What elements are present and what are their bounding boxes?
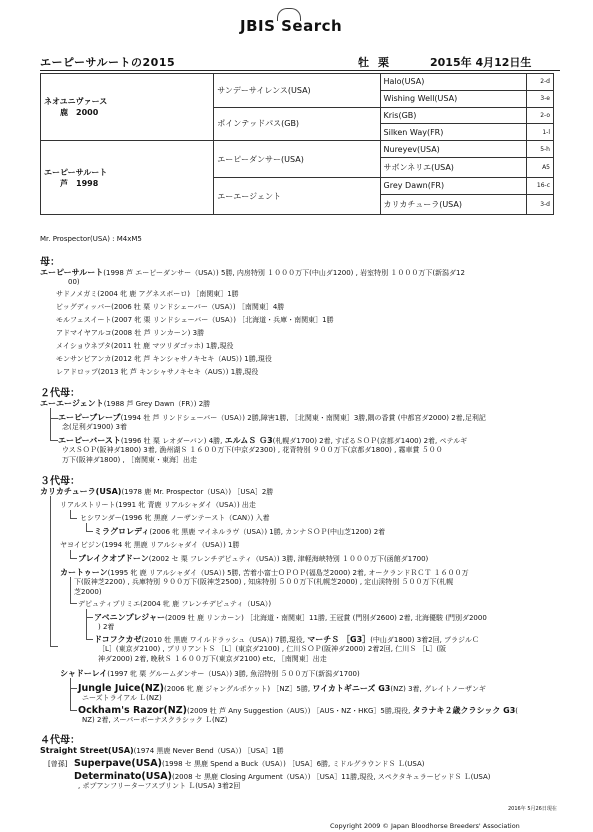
avenin-pleasure-detail: (2009 牡 鹿 リンカーン) ［北海道・南関東］11勝, 王冠賞 (門別ダ2600) 2着, 北海優駿 (門別ダ2000 — [165, 614, 487, 622]
jungle-juice-grade-race: ワイカトギニーズ G3 — [312, 684, 391, 693]
foal-1[interactable]: サドノメガミ(2004 牝 鹿 アグネスボーロ) ［南関東］1勝 — [56, 290, 239, 298]
tree-branch — [50, 496, 58, 647]
ap-burst-grade-race: エルムＳ Ｇ3 — [224, 436, 273, 445]
second-dam-detail: (1988 芦 Grey Dawn（FR）) 2勝 — [103, 400, 211, 408]
milagro-lady-name[interactable]: ミラグロレディ — [94, 527, 150, 536]
fourth-dam-detail: (1974 黒鹿 Never Bend（USA）) ［USA］1勝 — [133, 747, 284, 755]
pedigree-g8[interactable]: カリカチューラ(USA) — [380, 194, 527, 214]
horse-dob: 2015年 4月12日生 — [430, 56, 532, 69]
second-dam-name[interactable]: エーエージェント — [40, 399, 104, 408]
break-of-dawn-detail: (2002 セ 栗 フレンチデピュティ（USA）) 3勝, 津軽海峡特別 １０００万下(函館ダ1700) — [148, 555, 429, 563]
section-2nd-dam-title: ２代母： — [40, 388, 80, 399]
pedigree-g7[interactable]: Grey Dawn(FR) — [380, 178, 527, 195]
dokofuku-kaze-line — [94, 635, 479, 645]
family-g3: 2-o — [527, 107, 554, 124]
dam-entry-detail-2: 00) — [68, 278, 80, 286]
ap-brave-detail: (1994 牡 芦 リンドシェーバー（USA）) 2勝,障害1勝, ［北関東・南関東］3勝,隅の香賞 (中都宮ダ2000) 2着,足利記 — [120, 414, 486, 422]
ap-burst-detail-3: 万下(阪神ダ1800) , ［南関東・東海］出走 — [62, 456, 197, 464]
ap-burst-line — [58, 436, 467, 446]
cartoon-line — [60, 568, 469, 578]
determinato-detail-2: , ポプアンフリーターフスプリント Ｌ(USA) 3着2回 — [78, 782, 241, 790]
inbreeding-cross: Mr. Prospector(USA) : M4xM5 — [40, 235, 142, 243]
shadow-ray-line — [60, 669, 360, 679]
ap-brave-name[interactable]: エーピーブレーブ — [58, 413, 121, 422]
ockhams-razor-detail: (2009 牡 芦 Any Suggestion（AUS）) ［AUS・NZ・HKG］5勝,現役, — [186, 707, 413, 715]
as-of-date: 2016年 5月26日現在 — [508, 806, 557, 812]
dam-dam[interactable]: エーエージェント — [214, 178, 380, 215]
avenin-pleasure-name[interactable]: アベニンプレジャー — [94, 613, 165, 622]
pedigree-g6[interactable]: サボンネリエ(USA) — [380, 157, 527, 177]
family-g8: 3-d — [527, 194, 554, 214]
sire-sire[interactable]: サンデーサイレンス(USA) — [214, 74, 380, 108]
jungle-juice-name[interactable]: Jungle Juice(NZ) — [78, 683, 165, 694]
avenin-pleasure-detail-2: ) 2着 — [98, 623, 115, 631]
horse-sex: 牡 — [358, 56, 369, 69]
second-dam-line — [40, 399, 210, 409]
superpave-name[interactable]: Superpave(USA) — [74, 758, 162, 769]
horse-color: 栗 — [378, 56, 389, 69]
dam-cell[interactable] — [41, 141, 214, 215]
ockhams-razor-detail-2: NZ) 2着, スーパーボーナスクラシック Ｌ(NZ) — [82, 716, 228, 724]
milagro-lady-detail: (2006 牝 黒鹿 マイネルラヴ（USA）) 1勝, カンナＳＯＰ(中山芝1200) 2着 — [149, 528, 386, 536]
third-dam-line — [40, 487, 273, 497]
great-grandchild-label: [曾孫] — [48, 760, 68, 768]
family-g4: 1-l — [527, 124, 554, 141]
cartoon-detail-3: 芝2000) — [74, 588, 102, 596]
tree-branch — [70, 550, 77, 559]
jungle-juice-line — [78, 684, 486, 694]
dokofuku-kaze-detail: (2010 牡 黒鹿 ワイルドラッシュ（USA）) 7勝,現役, — [141, 636, 308, 644]
pedigree-g5[interactable]: Nureyev(USA) — [380, 141, 527, 158]
foal-4[interactable]: アドマイヤアルコ(2008 牡 芦 リンカーン) 3勝 — [56, 329, 205, 337]
ap-brave-detail-2: 念(足利ダ1900) 3着 — [62, 423, 127, 431]
superpave-detail: (1998 セ 黒鹿 Spend a Buck（USA）) ［USA］6勝, ミドルグラウンドＳ Ｌ(USA) — [161, 760, 425, 768]
superpave-line — [74, 759, 425, 769]
foal-7[interactable]: レアドロップ(2013 牝 芦 キンシャサノキセキ（AUS）) 1勝,現役 — [56, 368, 259, 376]
ockhams-razor-grade-race: タラナキ２歳クラシック G3 — [412, 706, 516, 715]
ockhams-razor-detail-b: ( — [515, 707, 519, 715]
section-3rd-dam-title: ３代母： — [40, 476, 80, 487]
dam-entry-detail: (1998 芦 エーピーダンサー（USA）) 5勝, 内房特別 １０００万下(中山ダ1200) , 岩室特別 １０００万下(新潟ダ12 — [103, 269, 465, 277]
tree-branch — [70, 577, 77, 604]
family-g7: 16-c — [527, 178, 554, 195]
third-dam-name[interactable]: カリカチューラ(USA) — [40, 487, 122, 496]
dam-name: エーピーサルート — [44, 167, 108, 177]
break-of-dawn-name[interactable]: ブレイクオブドーン — [78, 554, 149, 563]
horse-header — [40, 52, 560, 71]
foal-5[interactable]: メイショウネブタ(2011 牡 鹿 マツリダゴッホ) 1勝,現役 — [56, 342, 234, 350]
copyright: Copyright 2009 © Japan Bloodhorse Breeders' Association — [330, 822, 520, 830]
tree-branch — [86, 617, 93, 640]
dam-sire[interactable]: エーピーダンサー(USA) — [214, 141, 380, 178]
fourth-dam-line — [40, 746, 284, 756]
third-dam-detail: (1978 鹿 Mr. Prospector（USA）) ［USA］2勝 — [121, 488, 274, 496]
sire-name: ネオユニヴァース — [44, 97, 108, 107]
break-of-dawn-line — [78, 554, 428, 564]
family-g1: 2-d — [527, 74, 554, 91]
determinato-line — [74, 772, 491, 782]
cartoon-name[interactable]: カートゥーン — [60, 568, 108, 577]
sire-info: 鹿 2000 — [60, 108, 99, 118]
cartoon-detail: (1995 牝 鹿 リアルシャダイ（USA）) 5勝, 苦着小富士ＯＰＯＰ(福島芝2000) 2着, オークランドＲＣＴ １６００万 — [107, 569, 469, 577]
fourth-dam-name[interactable]: Straight Street(USA) — [40, 746, 134, 755]
ap-burst-name[interactable]: エーピーバースト — [58, 436, 121, 445]
foal-3[interactable]: モルフェスイート(2007 牝 栗 リンドシェーバー（USA）) ［北海道・兵庫・南関東］1勝 — [56, 316, 334, 324]
ap-burst-detail-2: ウスＳＯＰ(阪神ダ1800) 3着, 漁州湖Ｓ １６００万下(中京ダ2300) , 花背特別 ９００万下(京都ダ1800) , 霧車賞 ５００ — [62, 446, 443, 454]
tree-branch — [70, 688, 77, 711]
family-g2: 3-e — [527, 90, 554, 107]
ockhams-razor-name[interactable]: Ockham's Razor(NZ) — [78, 705, 187, 716]
ap-burst-detail: (1996 牡 栗 レオダーバン) 4勝, — [120, 437, 225, 445]
pedigree-table — [40, 73, 554, 215]
logo-text: JBIS Search — [240, 17, 343, 35]
family-g5: 5-h — [527, 141, 554, 158]
pedigree-g2[interactable]: Wishing Well(USA) — [380, 90, 527, 107]
horse-name: エーピーサルートの2015 — [40, 56, 176, 69]
pedigree-g3[interactable]: Kris(GB) — [380, 107, 527, 124]
foal-2[interactable]: ビッグディッパー(2006 牡 栗 リンドシェーバー（USA）) ［南関東］4勝 — [56, 303, 285, 311]
shadow-ray-name[interactable]: シャドーレイ — [60, 669, 108, 678]
dam-line — [40, 268, 465, 278]
determinato-name[interactable]: Determinato(USA) — [74, 771, 172, 782]
sire-cell[interactable] — [41, 74, 214, 141]
deputy-premier[interactable]: デピュティプリミエ(2004 牝 鹿 フレンチデピュティ（USA）) — [78, 600, 272, 608]
tree-branch — [70, 510, 77, 519]
shadow-ray-detail: (1997 牝 栗 グルームダンサー（USA）) 3勝, 魚沼特別 ５００万下(新潟ダ1700) — [107, 670, 360, 678]
jungle-juice-detail-b: (NZ) 3着, グレイトノーザンギ — [390, 685, 486, 693]
foal-6[interactable]: モンサンビアンカ(2012 牝 芦 キンシャサノキセキ（AUS）) 1勝,現役 — [56, 355, 272, 363]
jbis-logo[interactable] — [240, 14, 370, 38]
jungle-juice-detail-2: ニーズトライアル Ｌ(NZ) — [82, 694, 162, 702]
dokofuku-kaze-name[interactable]: ドコフクカゼ — [94, 635, 142, 644]
real-street[interactable]: リアルストリート(1991 牝 青鹿 リアルシャダイ（USA）) 出走 — [60, 501, 256, 509]
sire-dam[interactable]: ポインテッドパス(GB) — [214, 107, 380, 141]
cartoon-detail-2: 下(阪神芝2200) , 兵庫特別 ９００万下(阪神芝2500) , 知床特別 ５００万下(札幌芝2000) , 定山渓特別 ５００万下(札幌 — [74, 578, 454, 586]
dokofuku-kaze-detail-3: 神ダ2000) 2着, 晩秋Ｓ １６００万下(東京ダ2100) etc, ［南関東］出走 — [98, 655, 327, 663]
yayoi-bijin[interactable]: ヤヨイビジン(1994 牝 黒鹿 リアルシャダイ（USA）) 1勝 — [60, 541, 240, 549]
ap-burst-detail-b: (札幌ダ1700) 2着, すばるＳＯＰ(京都ダ1400) 2着, ペテルギ — [272, 437, 468, 445]
pedigree-g1[interactable]: Halo(USA) — [380, 74, 527, 91]
section-4th-dam-title: ４代母： — [40, 735, 80, 746]
dokofuku-kaze-detail-b: (中山ダ1800) 3着2回, ブラジルＣ — [370, 636, 479, 644]
dam-info: 芦 1998 — [60, 178, 99, 188]
dokofuku-kaze-detail-2: ［L］(東京ダ2100) , ブリリアントＳ ［L］(東京ダ2100) , 仁川ＳＯＰ(阪神ダ2000) 2着2回, 仁川Ｓ ［L］(阪 — [98, 645, 447, 653]
dam-entry-name[interactable]: エーピーサルート — [40, 268, 104, 277]
tree-branch — [86, 523, 93, 532]
pedigree-g4[interactable]: Silken Way(FR) — [380, 124, 527, 141]
jungle-juice-detail: (2006 牝 鹿 ジャングルポケット) ［NZ］5勝, — [164, 685, 313, 693]
ap-brave-line — [58, 413, 486, 423]
section-dam-title: 母： — [40, 257, 60, 268]
avenin-pleasure-line — [94, 613, 487, 623]
determinato-detail: (2008 セ 黒鹿 Closing Argument（USA）) ［USA］11勝,現役, スペクタキュラービッドＳ Ｌ(USA) — [172, 773, 491, 781]
family-g6: A5 — [527, 157, 554, 177]
tree-branch — [50, 418, 58, 441]
milagro-lady-line — [94, 527, 385, 537]
ockhams-razor-line — [78, 706, 518, 716]
hishi-wonder[interactable]: ヒシワンダー(1996 牝 黒鹿 ノーザンテースト（CAN）) 入着 — [80, 514, 270, 522]
dokofuku-kaze-grade-race: マーチＳ ［G3］ — [307, 635, 371, 644]
